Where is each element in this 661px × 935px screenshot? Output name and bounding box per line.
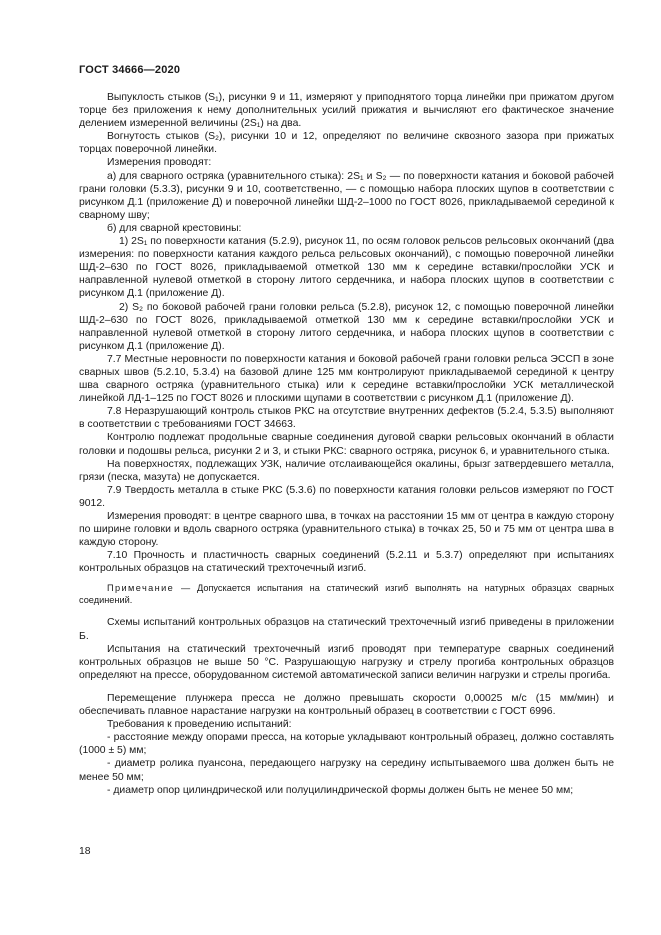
note-block — [79, 582, 614, 606]
note-label: Примечание — [107, 583, 175, 594]
page-number: 18 — [79, 846, 91, 857]
paragraph-measurements-intro: Измерения проводят: — [107, 157, 212, 169]
paragraph-item-a: а) для сварного остряка (уравнительного стыка): 2S₁ и S₂ — по поверхности катания и боковой рабочей грани головки (5.3.3), рисунки 9 и 10, соответственно, — с помощью набора плоских щупов в соответствии с рисунком Д.1 (приложение Д) и поверочной линейки ШД-2–1000 по ГОСТ 8026, прикладываемой серединой к сварному шву; — [79, 170, 614, 221]
list-item-support-distance: - расстояние между опорами пресса, на которые укладывают контрольный образец, должно составлять (1000 ± 5) мм; — [79, 732, 614, 757]
paragraph-item-b1: 1) 2S₁ по поверхности катания (5.2.9), рисунок 11, по осям головок рельсов рельсовых окончаний (два измерения: по поверхности катания каждого рельса рельсовых окончаний), с помощью поверочной линейки ШД-2–630 по ГОСТ 8026, прикладываемой отметкой 130 мм к середине вставки/прослойки УСК и направленной нулевой отметкой в сторону литого сердечника, и набора плоских щупов в соответствии с рисунком Д.1 (приложение Д). — [79, 236, 614, 300]
paragraph-item-b2: 2) S₂ по боковой рабочей грани головки рельса (5.2.8), рисунок 12, с помощью поверочной линейки ШД-2–630 по ГОСТ 8026, прикладываемой отметкой 130 мм к середине вставки/прослойки УСК и направленной нулевой отметкой в сторону литого сердечника, и набора плоских щупов в соответствии с рисунком Д.1 (приложение Д). — [79, 301, 614, 352]
list-item-support-diameter: - диаметр опор цилиндрической или полуцилиндрической формы должен быть не менее 50 мм; — [107, 784, 574, 796]
paragraph-7-8: 7.8 Неразрушающий контроль стыков РКС на отсутствие внутренних дефектов (5.2.4, 5.3.5) выполняют в соответствии с требованиями ГОСТ 34663. — [79, 406, 614, 431]
paragraph-7-9: 7.9 Твердость металла в стыке РКС (5.3.6) по поверхности катания головки рельсов измеряют по ГОСТ 9012. — [79, 484, 614, 509]
paragraph-plunger-speed: Перемещение плунжера пресса не должно превышать скорости 0,00025 м/с (15 мм/мин) и обеспечивать плавное нарастание нагрузки на контрольный образец в соответствии с ГОСТ 6996. — [79, 692, 614, 718]
paragraph-test-conditions: Испытания на статический трехточечный изгиб проводят при температуре сварных соединений контрольных образцов не выше 50 °С. Разрушающую нагрузку и стрелу прогиба контрольных образцов определяют на прессе, оборудованном системой автоматической записи величин нагрузки и стрелы прогиба. — [79, 643, 614, 681]
paragraph-item-b: б) для сварной крестовины: — [107, 222, 242, 234]
paragraph-requirements-intro: Требования к проведению испытаний: — [107, 719, 292, 731]
paragraph-control-scope: Контролю подлежат продольные сварные соединения дуговой сварки рельсовых окончаний в области головки и подошвы рельса, рисунки 2 и 3, и стыки РКС: сварного остряка, рисунок 6, и уравнительного стыка. — [79, 432, 614, 457]
document-body — [79, 91, 614, 797]
paragraph-concavity: Вогнутость стыков (S₂), рисунки 10 и 12, определяют по величине сквозного зазора при прижатых торцах поверочной линейки. — [79, 131, 614, 156]
paragraph-hardness-points: Измерения проводят: в центре сварного шва, в точках на расстоянии 15 мм от центра в каждую сторону по ширине головки и вдоль сварного остряка (уравнительного стыка) в точках 25, 50 и 75 мм от центра шва в каждую сторону. — [79, 511, 614, 549]
paragraph-7-10: 7.10 Прочность и пластичность сварных соединений (5.2.11 и 5.3.7) определяют при испытаниях контрольных образцов на статический трехточечный изгиб. — [79, 550, 614, 575]
note-text: — Допускается испытания на статический изгиб выполнять на натурных образцах сварных соединений. — [79, 583, 614, 606]
paragraph-surface-requirements: На поверхностях, подлежащих УЗК, наличие отслаивающейся окалины, брызг затвердевшего металла, грязи (песка, мазута) не допускается. — [79, 458, 614, 483]
paragraph-7-7: 7.7 Местные неровности по поверхности катания и боковой рабочей грани головки рельса ЭССП в зоне сварных швов (5.2.10, 5.3.4) на базовой длине 125 мм контролируют прикладываемой серединой к центру шва сварного остряка (уравнительного стыка) или к середине вставки/прослойки УСК металлической линейкой ЛД-1–125 по ГОСТ 8026 и плоскими щупами в соответствии с рисунком Д.1 (приложение Д). — [79, 353, 614, 405]
paragraph-convexity: Выпуклость стыков (S₁), рисунки 9 и 11, измеряют у приподнятого торца линейки при прижатом другом торце без приложения к нему дополнительных усилий прижатия и вычисляют его фактическое значение делением измеренной величины (2S₁) на два. — [79, 92, 614, 130]
paragraph-test-schemes: Схемы испытаний контрольных образцов на статический трехточечный изгиб приведены в приложении Б. — [79, 617, 614, 642]
list-item-roller-diameter: - диаметр ролика пуансона, передающего нагрузку на середину испытываемого шва должен быть не менее 50 мм; — [79, 758, 614, 783]
document-header: ГОСТ 34666—2020 — [79, 64, 181, 76]
